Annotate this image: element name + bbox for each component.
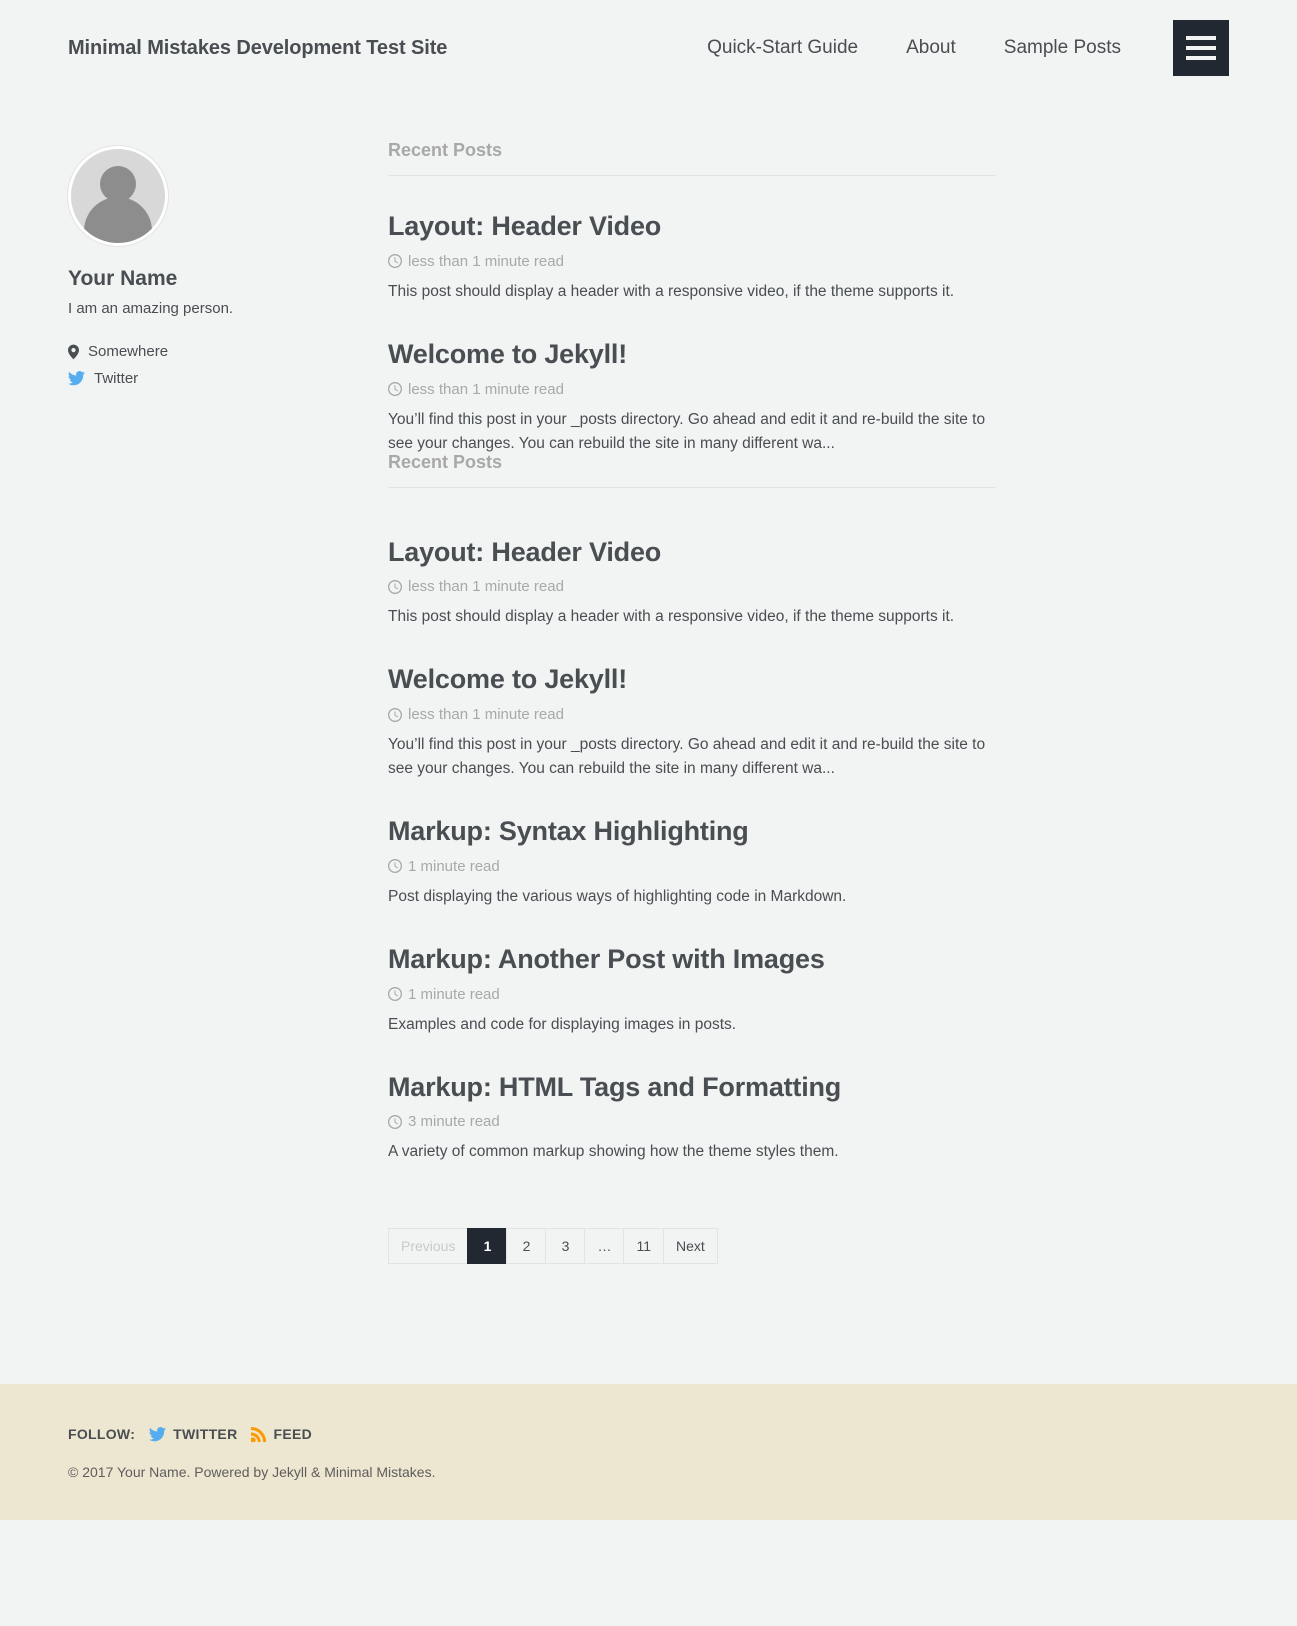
pagination-next[interactable]: Next xyxy=(663,1228,718,1264)
nav-link-quick-start-guide[interactable]: Quick-Start Guide xyxy=(707,37,859,58)
post-title[interactable] xyxy=(388,536,996,570)
post-meta xyxy=(388,253,996,270)
post-title[interactable] xyxy=(388,943,996,977)
post-meta xyxy=(388,858,996,875)
list-item xyxy=(388,663,996,781)
author-sidebar xyxy=(68,140,356,397)
nav-link-sample-posts[interactable]: Sample Posts xyxy=(1003,37,1121,58)
author-link-location[interactable] xyxy=(68,343,356,360)
post-meta xyxy=(388,578,996,595)
list-item xyxy=(388,1071,996,1165)
list-item xyxy=(388,943,996,1037)
clock-icon xyxy=(388,859,402,873)
copyright: © 2017 Your Name. Powered by Jekyll & Minimal Mistakes. xyxy=(68,1464,436,1481)
read-time: less than 1 minute read xyxy=(408,252,564,270)
pagination-page-1: 1 xyxy=(467,1228,507,1264)
post-title-link[interactable]: Markup: HTML Tags and Formatting xyxy=(388,1071,842,1102)
clock-icon xyxy=(388,1115,402,1129)
post-title[interactable] xyxy=(388,210,996,244)
read-time: 1 minute read xyxy=(408,985,500,1003)
author-name: Your Name xyxy=(68,267,178,290)
pagination xyxy=(388,1228,996,1264)
content-row xyxy=(36,96,1261,1264)
post-title-link[interactable]: Welcome to Jekyll! xyxy=(388,338,627,369)
post-excerpt: Examples and code for displaying images in posts. xyxy=(388,1015,737,1033)
hamburger-bar xyxy=(1186,46,1216,50)
clock-icon xyxy=(388,708,402,722)
read-time: less than 1 minute read xyxy=(408,578,564,596)
post-title[interactable] xyxy=(388,663,996,697)
map-marker-icon xyxy=(68,344,79,360)
post-meta xyxy=(388,1113,996,1130)
hamburger-bar xyxy=(1186,36,1216,40)
footer-link-feed[interactable] xyxy=(251,1426,312,1442)
clock-icon xyxy=(388,254,402,268)
footer-link-feed-label: FEED xyxy=(273,1426,313,1443)
site-title[interactable]: Minimal Mistakes Development Test Site xyxy=(68,36,448,59)
author-links xyxy=(68,343,356,387)
pagination-page-11[interactable]: 11 xyxy=(623,1228,664,1264)
archive-title-recent-posts-1: Recent Posts xyxy=(388,140,996,176)
post-excerpt: You’ll find this post in your _posts directory. Go ahead and edit it and re-build the site to see your changes. You can rebuild the site in many different wa... xyxy=(388,410,986,452)
masthead xyxy=(0,0,1297,96)
pagination-page-2[interactable]: 2 xyxy=(506,1228,546,1264)
hamburger-menu-icon[interactable] xyxy=(1173,20,1229,76)
author-bio: I am an amazing person. xyxy=(68,300,234,317)
twitter-icon xyxy=(68,371,85,386)
post-title[interactable] xyxy=(388,1071,996,1105)
post-title-link[interactable]: Layout: Header Video xyxy=(388,211,662,241)
post-excerpt: You’ll find this post in your _posts directory. Go ahead and edit it and re-build the site to see your changes. You can rebuild the site in many different wa... xyxy=(388,736,986,778)
author-link-twitter[interactable] xyxy=(68,370,356,387)
list-item xyxy=(388,536,996,630)
footer-link-twitter-label: TWITTER xyxy=(173,1426,238,1443)
main-content xyxy=(356,140,996,1264)
post-title[interactable] xyxy=(388,815,996,849)
pagination-previous: Previous xyxy=(388,1228,468,1264)
list-item xyxy=(388,815,996,909)
read-time: less than 1 minute read xyxy=(408,706,564,724)
read-time: 1 minute read xyxy=(408,857,500,875)
read-time: 3 minute read xyxy=(408,1113,500,1131)
list-item xyxy=(388,338,996,456)
post-title-link[interactable]: Welcome to Jekyll! xyxy=(388,664,627,695)
nav-link-about[interactable]: About xyxy=(906,37,956,58)
post-meta xyxy=(388,986,996,1003)
post-title-link[interactable]: Layout: Header Video xyxy=(388,536,662,567)
post-excerpt: Post displaying the various ways of highlighting code in Markdown. xyxy=(388,887,847,905)
avatar-body-shape xyxy=(84,197,152,245)
avatar xyxy=(68,146,168,246)
clock-icon xyxy=(388,382,402,396)
page-footer xyxy=(0,1384,1297,1520)
read-time: less than 1 minute read xyxy=(408,380,564,398)
hamburger-bar xyxy=(1186,56,1216,60)
post-meta xyxy=(388,706,996,723)
footer-social-row xyxy=(68,1426,1229,1442)
list-item xyxy=(388,210,996,304)
post-meta xyxy=(388,381,996,398)
rss-icon xyxy=(251,1427,266,1442)
author-link-location-label[interactable]: Somewhere xyxy=(88,343,169,360)
footer-link-twitter[interactable] xyxy=(149,1426,237,1442)
post-title[interactable] xyxy=(388,338,996,372)
pagination-page-3[interactable]: 3 xyxy=(545,1228,585,1264)
post-excerpt: A variety of common markup showing how the theme styles them. xyxy=(388,1143,839,1161)
primary-navigation xyxy=(683,20,1229,76)
archive-title-recent-posts-2: Recent Posts xyxy=(388,452,996,488)
post-excerpt: This post should display a header with a responsive video, if the theme supports it. xyxy=(388,282,955,300)
post-title-link[interactable]: Markup: Syntax Highlighting xyxy=(388,816,749,847)
follow-label: FOLLOW: xyxy=(68,1426,136,1443)
post-title-link[interactable]: Markup: Another Post with Images xyxy=(388,943,825,974)
clock-icon xyxy=(388,987,402,1001)
clock-icon xyxy=(388,580,402,594)
post-excerpt: This post should display a header with a responsive video, if the theme supports it. xyxy=(388,608,955,626)
twitter-icon xyxy=(149,1427,166,1442)
pagination-ellipsis: … xyxy=(584,1228,624,1264)
author-link-twitter-label[interactable]: Twitter xyxy=(94,370,139,387)
